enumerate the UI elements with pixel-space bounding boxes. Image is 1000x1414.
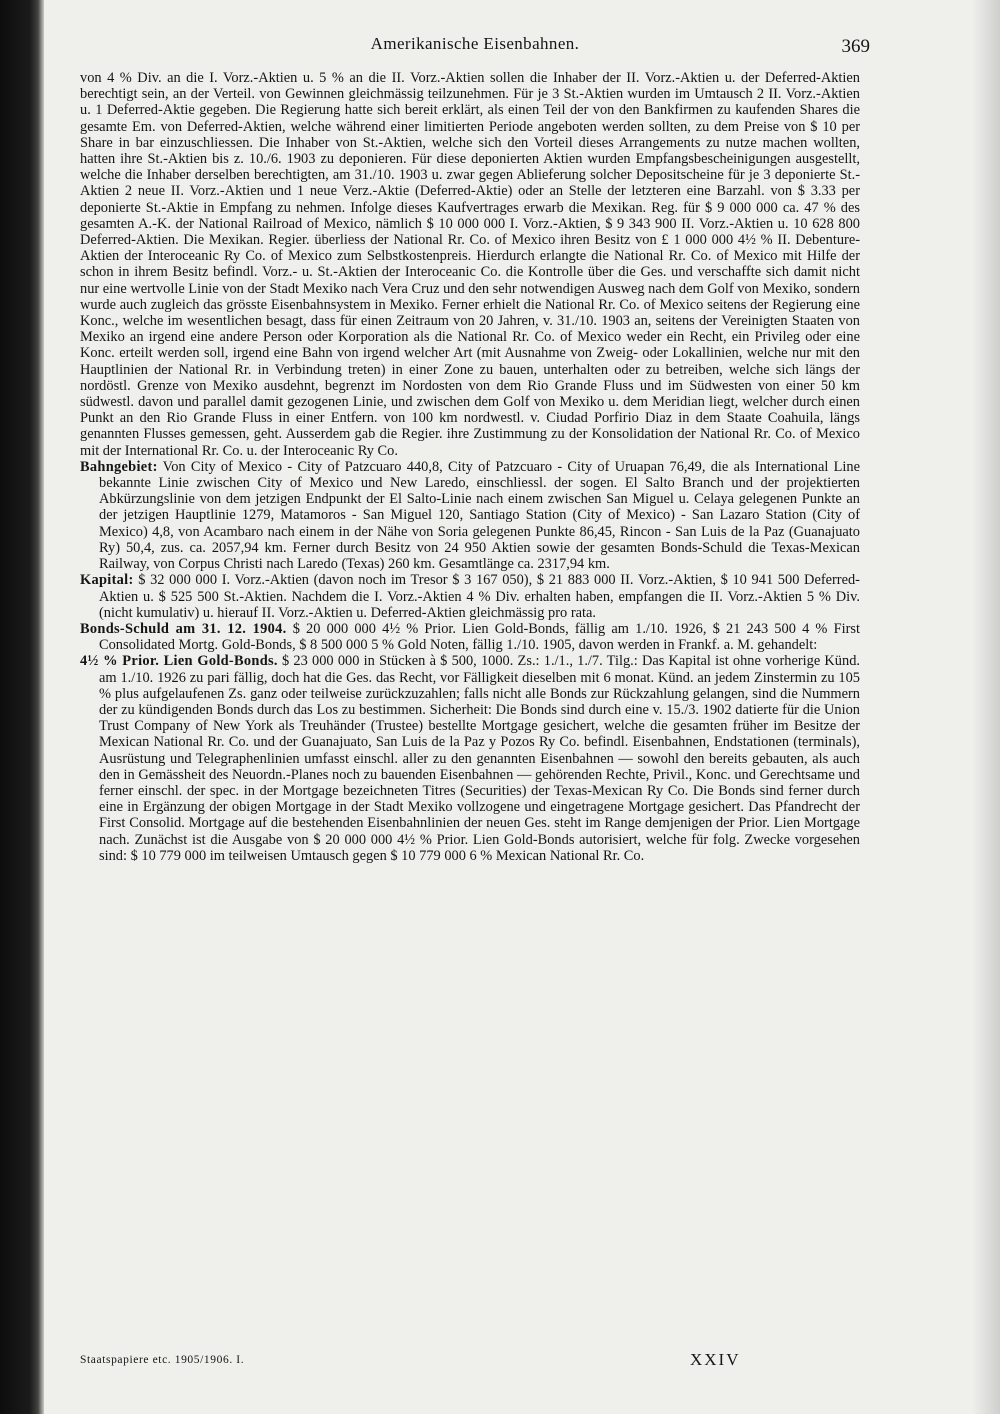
section-text: $ 20 000 000 4½ % Prior. Lien Gold-Bonds, fällig am 1./10. 1926, $ 21 243 500 4 % First Consolidated Mortg. Gold-Bonds, $ 8 500 000 5 % Gold Noten, fällig 1./10. 1905, davon werden in Frankf. a. M. gehandelt: [99,620,860,654]
intro-paragraph: von 4 % Div. an die I. Vorz.-Aktien u. 5 % an die II. Vorz.-Aktien sollen die Inhaber der II. Vorz.-Aktien u. der Deferred-Aktien berechtigt sein, an der Verteil. von Gewinnen gleichmässig teilzunehmen. Für je 3 St.-Aktien wurden im Umtausch 2 II. Vorz.-Aktien u. 1 Deferred-Aktie gegeben. Die Regierung hatte sich bereit erklärt, als einen Teil der von den Bankfirmen zu kaufenden Shares die gesamte Em. von Deferred-Aktien, welche während einer limitierten Periode angeboten werden sollten, zu dem Preise von $ 10 per Share in bar einzuschliessen. Die Inhaber von St.-Aktien, welche sich den Vorteil dieses Arrangements zu nutze machen wollten, hatten ihre St.-Aktien bis z. 10./6. 1903 zu deponieren. Für diese deponierten Aktien wurden Empfangsbescheinigungen ausgestellt, welche die Inhaber derselben berechtigten, am 31./10. 1903 u. zwar gegen Ablieferung solcher Depositscheine für je 3 deponierte St.-Aktien 2 neue II. Vorz.-Aktien und 1 neue Verz.-Aktie (Deferred-Aktie) oder an Stelle der letzteren eine Barzahl. von $ 3.33 per deponierte St.-Aktie in Empfang zu nehmen. Infolge dieses Kaufvertrages erwarb die Mexikan. Reg. für $ 9 000 000 ca. 47 % des gesamten A.-K. der National Railroad of Mexico, nämlich $ 10 000 000 I. Vorz.-Aktien, $ 9 343 900 II. Vorz.-Aktien u. 10 628 800 Deferred-Aktien. Die Mexikan. Regier. überliess der National Rr. Co. of Mexico ihren Besitz von £ 1 000 000 4½ % II. Debenture-Aktien der Interoceanic Ry Co. of Mexico zum Selbstkostenpreis. Hierdurch erlangte die National Rr. Co. of Mexico mit Hilfe der schon in ihrem Besitz befindl. Vorz.- u. St.-Aktien der Interoceanic Co. die Kontrolle über die Ges. und verschaffte sich damit nicht nur eine wertvolle Linie von der Stadt Mexiko nach Vera Cruz und den sehr notwendigen Ausweg nach dem Golf von Mexiko, sondern wurde auch zugleich das grösste Eisenbahnsystem in Mexiko. Ferner erhielt die National Rr. Co. of Mexico seitens der Regierung eine Konc., welche im wesentlichen besagt, dass für einen Zeitraum von 20 Jahren, v. 31./10. 1903 an, seitens der Vereinigten Staaten von Mexiko an irgend eine andere Person oder Korporation als die National Rr. Co. of Mexico weder ein Recht, ein Privileg oder eine Konc. erteilt werden soll, irgend eine Bahn von irgend welcher Art (mit Ausnahme von Zweig- oder Lokallinien, welche nur mit den Hauptlinien der National Rr. in Verbindung treten) in einer Zone zu bauen, unterhalten oder zu betreiben, welche sich längs der nordöstl. Grenze von Mexiko ausdehnt, begrenzt im Nordosten von dem Rio Grande Fluss und im Südwesten von einer 50 km südwestl. davon und parallel damit gezogenen Linie, und zwischen dem Golf von Mexiko u. dem Meridian liegt, welcher durch einen Punkt an den Rio Grande Fluss in einer Entfern. von 100 km nordwestl. v. Ciudad Porfirio Diaz in dem Staate Coahuila, längs genannten Flusses gemessen, geht. Ausserdem gab die Regier. ihre Zustimmung zu der Konsolidation der National Rr. Co. of Mexico mit der International Rr. Co. u. der Interoceanic Ry Co. [80,70,860,459]
signature-mark: XXIV [690,1350,741,1369]
book-binding-shadow [0,0,44,1414]
section-text: $ 23 000 000 in Stücken à $ 500, 1000. Zs.: 1./1., 1./7. Tilg.: Das Kapital ist ohne vorherige Künd. am 1./10. 1926 zu pari fällig, doch hat die Ges. das Recht, vor Fälligkeit dieselben mit 6 monat. Künd. an jedem Zinstermin zu 105 % plus aufgelaufenen Zs. ganz oder teilweise zurückzuzahlen; falls nicht alle Bonds zur Rückzahlung gelangen, sind die Nummern der zu kündigenden Bonds durch das Los zu bestimmen. Sicherheit: Die Bonds sind durch eine v. 15./3. 1902 datierte für die Union Trust Company of New York als Treuhänder (Trustee) bestellte Mortgage gesichert, welche die gesamten früher im Besitze der Mexican National Rr. Co. und der Guanajuato, San Luis de la Paz y Pozos Ry Co. befindl. Eisenbahnen, Endstationen (terminals), Ausrüstung und Telegraphenlinien umfasst einschl. aller zu den genannten Eisenbahnen — sowohl den bereits gebauten, als auch den in Gemässheit des Neuordn.-Planes noch zu bauenden Eisenbahnen — gehörenden Rechte, Privil., Konc. und Gerechtsame und ferner einschl. der spec. in der Mortgage bezeichneten Titres (Securities) der Texas-Mexican Ry Co. Die Bonds sind ferner durch eine in Ergänzung der obigen Mortgage in der Stadt Mexiko vollzogene und eingetragene Mortgage gesichert. Das Pfandrecht der First Consolid. Mortgage auf die bestehenden Eisenbahnlinien der neuen Ges. steht im Range demjenigen der Prior. Lien Mortgage nach. Zunächst ist die Ausgabe von $ 20 000 000 4½ % Prior. Lien Gold-Bonds autorisiert, welche für folg. Zwecke vorgesehen sind: $ 10 779 000 im teilweisen Umtausch gegen $ 10 779 000 6 % Mexican National Rr. Co. [99,653,860,864]
page-header [80,34,870,60]
section-bahngebiet [80,459,860,572]
page-body [80,70,860,864]
section-bonds-schuld [80,621,860,653]
page-number: 369 [841,36,870,57]
section-text: Von City of Mexico - City of Patzcuaro 440,8, City of Patzcuaro - City of Uruapan 76,49, die als International Line bekannte Linie zwischen City of Mexico und New Laredo, einschliessl. der sogen. El Salto Branch und der projektierten Abkürzungslinie von dem jetzigen Endpunkt der El Salto-Linie nach einem zwischen San Miguel u. Celaya gelegenen Punkte an der jetzigen Hauptlinie 1279, Matamoros - San Miguel 120, Santiago Station (City of Mexico) - San Lazaro Station (City of Mexico) 4,8, von Acambaro nach einem in der Nähe von Soria gelegenen Punkte 86,45, Rincon - San Luis de la Paz (Guanajuato Ry) 50,4, zus. ca. 2057,94 km. Ferner durch Besitz von 24 950 Aktien sowie der gesamten Bonds-Schuld die Texas-Mexican Railway, von Corpus Christi nach Laredo (Texas) 260 km. Gesamtlänge ca. 2317,94 km. [99,458,860,573]
section-label: Bonds-Schuld am 31. 12. 1904. [80,620,287,637]
section-kapital [80,572,860,621]
section-label: Kapital: [80,572,134,589]
section-prior-lien-gold-bonds [80,653,860,864]
footer-imprint: Staatspapiere etc. 1905/1906. I. [80,1354,245,1366]
page-edge-shadow [972,0,1000,1414]
section-text: $ 32 000 000 I. Vorz.-Aktien (davon noch im Tresor $ 3 167 050), $ 21 883 000 II. Vorz.-Aktien, $ 10 941 500 Deferred-Aktien u. $ 525 500 St.-Aktien. Nachdem die I. Vorz.-Aktien 4 % Div. erhalten haben, empfangen die II. Vorz.-Aktien 5 % Div. (nicht kumulativ) u. hierauf II. Vorz.-Aktien u. Deferred-Aktien gleichmässig pro rata. [99,572,860,621]
section-label: 4½ % Prior. Lien Gold-Bonds. [80,653,278,670]
section-label: Bahngebiet: [80,458,158,475]
running-head: Amerikanische Eisenbahnen. [370,34,580,53]
